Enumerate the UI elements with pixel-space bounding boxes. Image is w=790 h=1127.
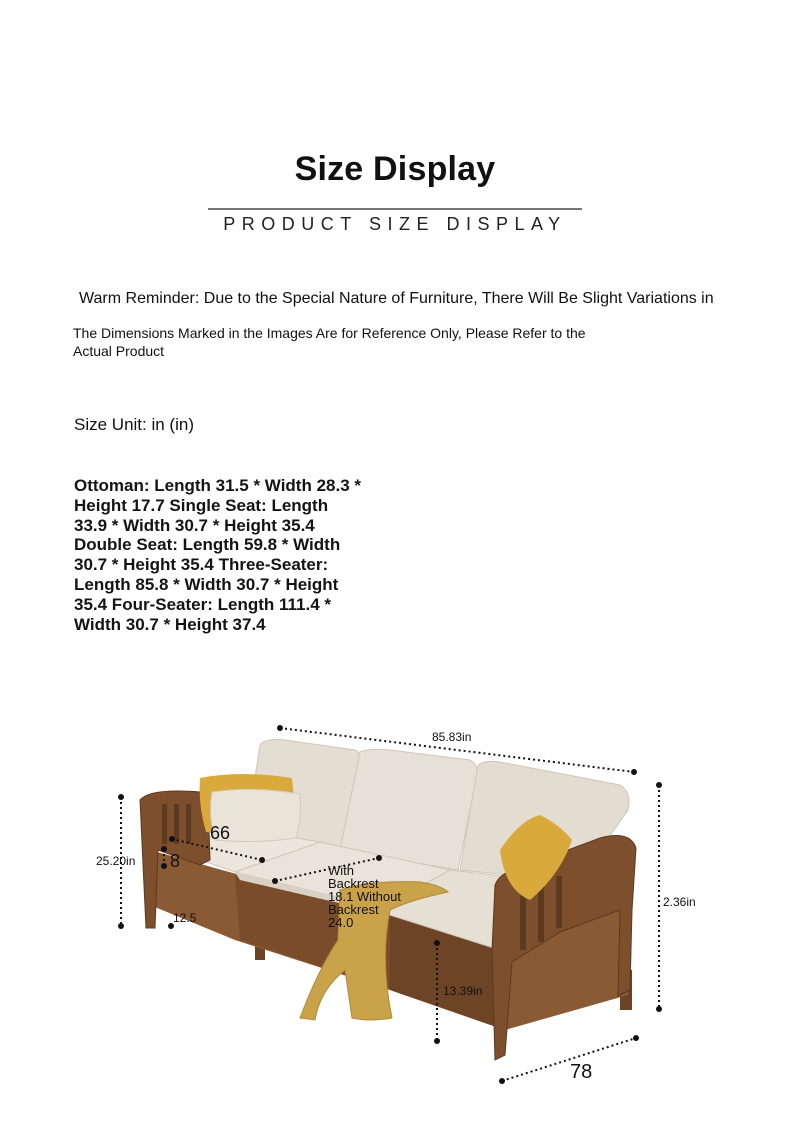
dim-label-arm-width: 8 bbox=[170, 851, 181, 871]
arm-spindle bbox=[538, 884, 544, 942]
dim-label-arm-gap: 12.5 bbox=[173, 911, 197, 925]
dim-label-backrest-5: 24.0 bbox=[328, 915, 354, 930]
dim-label-backrest-1: With bbox=[328, 863, 354, 878]
dim-dot bbox=[376, 855, 382, 861]
dim-label-backrest-4: Backrest bbox=[328, 902, 379, 917]
arm-spindle bbox=[162, 804, 167, 844]
dim-label-depth: 78 bbox=[570, 1061, 593, 1083]
dim-label-arm-height: 25.20in bbox=[96, 854, 136, 868]
dim-dot bbox=[118, 794, 124, 800]
dim-label-height: 2.36in bbox=[663, 895, 696, 909]
dim-label-backrest-3: 18.1 Without bbox=[328, 889, 401, 904]
dim-dot bbox=[161, 863, 167, 869]
dim-dot bbox=[277, 725, 283, 731]
title-divider bbox=[208, 208, 582, 210]
size-specs: Ottoman: Length 31.5 * Width 28.3 * Height 17.7 Single Seat: Length 33.9 * Width 30.7 * Height 35.4 Double Seat: Length 59.8 * Width 30.7 * Height 35.4 Three-Seater: Length 85.8 * Width 30.7 * Height 35.4 Four-Seater: Length 111.4 * Width 30.7 * Height 37.4 bbox=[74, 476, 361, 634]
dim-dot bbox=[434, 1038, 440, 1044]
dim-dot bbox=[161, 846, 167, 852]
dim-dot bbox=[499, 1078, 505, 1084]
dim-label-seat-depth: 66 bbox=[210, 823, 231, 843]
page-subtitle: PRODUCT SIZE DISPLAY bbox=[223, 214, 567, 234]
dim-dot bbox=[631, 769, 637, 775]
arm-spindle bbox=[186, 804, 191, 844]
sofa-dimension-figure bbox=[0, 700, 790, 1127]
dim-label-length: 85.83in bbox=[432, 730, 472, 744]
arm-spindle bbox=[556, 876, 562, 928]
arm-spindle bbox=[520, 890, 526, 950]
dim-line-depth bbox=[502, 1038, 636, 1081]
dim-dot bbox=[434, 940, 440, 946]
page-title: Size Display bbox=[294, 150, 496, 188]
reminder-line-1: Warm Reminder: Due to the Special Nature of Furniture, There Will Be Slight Variations in bbox=[79, 290, 714, 307]
dim-label-seat-height: 13.39in bbox=[443, 984, 483, 998]
dim-dot bbox=[259, 857, 265, 863]
sofa-illustration bbox=[0, 700, 790, 1127]
dim-dot bbox=[633, 1035, 639, 1041]
size-unit: Size Unit: in (in) bbox=[74, 415, 194, 434]
dim-dot bbox=[656, 782, 662, 788]
dim-dot bbox=[169, 836, 175, 842]
dim-dot bbox=[272, 878, 278, 884]
dim-dot bbox=[118, 923, 124, 929]
reminder-line-2: The Dimensions Marked in the Images Are for Reference Only, Please Refer to the Actual Product bbox=[73, 325, 586, 359]
dim-label-backrest-2: Backrest bbox=[328, 876, 379, 891]
dim-dot bbox=[656, 1006, 662, 1012]
